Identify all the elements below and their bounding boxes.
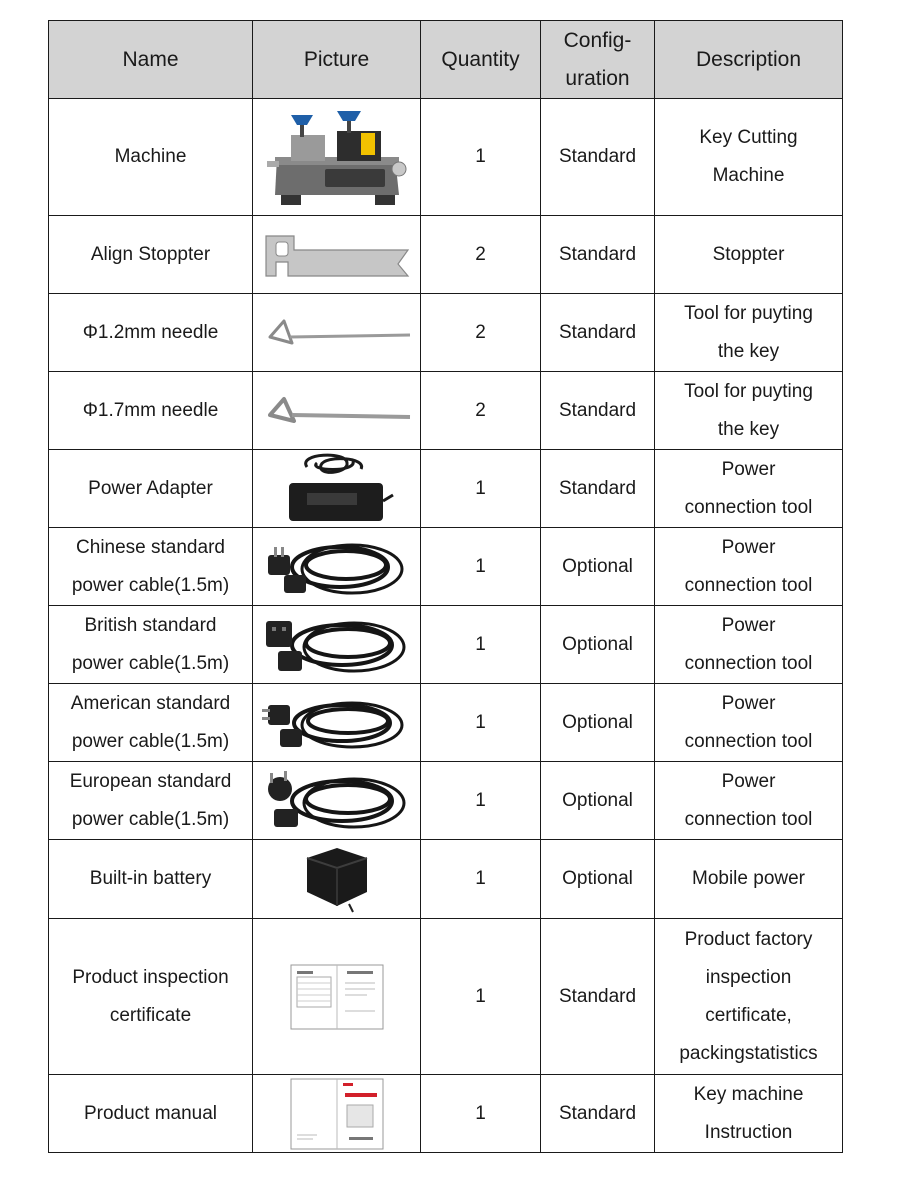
item-description-line: Tool for puyting: [684, 302, 813, 324]
item-description-line: connection tool: [684, 652, 813, 674]
table-row: [49, 294, 843, 372]
key-cutting-machine-image: [253, 99, 421, 216]
header-picture: Picture: [253, 21, 421, 99]
item-description-line: Power: [721, 770, 776, 792]
align-stopper-image: [253, 216, 421, 294]
item-name: [49, 450, 253, 528]
item-configuration: Standard: [541, 99, 655, 216]
table-row: [49, 99, 843, 216]
item-name: [49, 216, 253, 294]
item-quantity: 1: [421, 840, 541, 919]
header-configuration-line2: uration: [565, 66, 630, 90]
item-description-line: the key: [717, 418, 780, 440]
item-quantity: 1: [421, 1075, 541, 1153]
table-row: [49, 528, 843, 606]
item-description-line: packingstatistics: [679, 1042, 818, 1064]
item-description: [655, 919, 843, 1075]
item-description-line: Key machine: [693, 1083, 804, 1105]
item-name-line: American standard: [70, 692, 231, 714]
item-name-line: Φ1.7mm needle: [82, 399, 219, 421]
item-name: [49, 1075, 253, 1153]
item-name: [49, 99, 253, 216]
table-row: [49, 216, 843, 294]
item-name-line: Align Stoppter: [90, 243, 211, 265]
packing-list-table: [48, 20, 843, 1153]
item-name-line: power cable(1.5m): [71, 574, 230, 596]
table-row: [49, 762, 843, 840]
item-description-line: Tool for puyting: [684, 380, 813, 402]
needle-tool-image: [253, 294, 421, 372]
item-description-line: Power: [721, 692, 776, 714]
power-cable-image: [253, 606, 421, 684]
item-description: [655, 528, 843, 606]
item-description: [655, 684, 843, 762]
item-configuration: Optional: [541, 684, 655, 762]
item-description: [655, 372, 843, 450]
item-configuration: Optional: [541, 606, 655, 684]
item-description-line: connection tool: [684, 730, 813, 752]
table-row: [49, 840, 843, 919]
table-row: [49, 372, 843, 450]
item-description-line: connection tool: [684, 808, 813, 830]
item-quantity: 2: [421, 216, 541, 294]
item-name-line: power cable(1.5m): [71, 652, 230, 674]
table-row: [49, 684, 843, 762]
header-configuration-line1: Config-: [563, 28, 632, 52]
item-name-line: British standard: [84, 614, 217, 636]
item-description-line: Stoppter: [712, 243, 785, 265]
item-name-line: power cable(1.5m): [71, 808, 230, 830]
item-configuration: Optional: [541, 840, 655, 919]
item-description-line: Machine: [712, 165, 785, 186]
header-name: Name: [49, 21, 253, 99]
item-description-line: Instruction: [704, 1121, 793, 1143]
item-description-line: Power: [721, 614, 776, 636]
item-name-line: Product manual: [83, 1102, 218, 1124]
item-quantity: 1: [421, 606, 541, 684]
item-configuration: Optional: [541, 762, 655, 840]
item-description-line: connection tool: [684, 574, 813, 596]
item-description: [655, 99, 843, 216]
item-description-line: Product factory: [684, 928, 813, 950]
needle-tool-image: [253, 372, 421, 450]
item-description-line: Power: [721, 536, 776, 558]
item-description-line: connection tool: [684, 496, 813, 518]
item-description-line: inspection: [705, 966, 792, 988]
item-description-line: certificate,: [705, 1004, 792, 1026]
item-quantity: 1: [421, 528, 541, 606]
item-description-line: Mobile power: [692, 868, 805, 889]
item-description: [655, 1075, 843, 1153]
item-configuration: Standard: [541, 372, 655, 450]
table-row: [49, 919, 843, 1075]
item-quantity: 1: [421, 684, 541, 762]
item-configuration: Standard: [541, 450, 655, 528]
item-description: [655, 450, 843, 528]
item-configuration: Optional: [541, 528, 655, 606]
item-description-line: Key Cutting: [699, 127, 798, 148]
power-cable-image: [253, 528, 421, 606]
item-quantity: 1: [421, 99, 541, 216]
header-configuration: [541, 21, 655, 99]
header-quantity: Quantity: [421, 21, 541, 99]
item-description: [655, 840, 843, 919]
item-quantity: 1: [421, 450, 541, 528]
item-name-line: Machine: [114, 146, 187, 167]
item-quantity: 2: [421, 294, 541, 372]
item-description-line: Power: [721, 458, 776, 480]
item-description: [655, 216, 843, 294]
item-name: [49, 840, 253, 919]
item-quantity: 2: [421, 372, 541, 450]
item-name-line: Φ1.2mm needle: [82, 321, 219, 343]
battery-image: [253, 840, 421, 919]
item-name: [49, 684, 253, 762]
item-description: [655, 606, 843, 684]
power-cable-image: [253, 762, 421, 840]
item-name: [49, 294, 253, 372]
item-description-line: the key: [717, 340, 780, 362]
item-name-line: certificate: [109, 1004, 192, 1026]
table-row: [49, 1075, 843, 1153]
manual-booklet-image: [253, 1075, 421, 1153]
item-configuration: Standard: [541, 294, 655, 372]
item-name-line: Chinese standard: [76, 536, 225, 558]
item-quantity: 1: [421, 919, 541, 1075]
item-name-line: Product inspection: [72, 966, 229, 988]
header-description: Description: [655, 21, 843, 99]
item-configuration: Standard: [541, 216, 655, 294]
item-name: [49, 762, 253, 840]
item-name-line: power cable(1.5m): [71, 730, 230, 752]
item-configuration: Standard: [541, 919, 655, 1075]
power-cable-image: [253, 684, 421, 762]
item-description: [655, 294, 843, 372]
item-description: [655, 762, 843, 840]
item-name-line: European standard: [69, 770, 232, 792]
header-row: [49, 21, 843, 99]
item-name: [49, 372, 253, 450]
certificate-document-image: [253, 919, 421, 1075]
item-name: [49, 919, 253, 1075]
table-row: [49, 450, 843, 528]
item-configuration: Standard: [541, 1075, 655, 1153]
item-name: [49, 528, 253, 606]
item-name-line: Built-in battery: [89, 868, 212, 889]
item-name-line: Power Adapter: [88, 477, 213, 499]
item-name: [49, 606, 253, 684]
item-quantity: 1: [421, 762, 541, 840]
power-adapter-image: [253, 450, 421, 528]
table-row: [49, 606, 843, 684]
